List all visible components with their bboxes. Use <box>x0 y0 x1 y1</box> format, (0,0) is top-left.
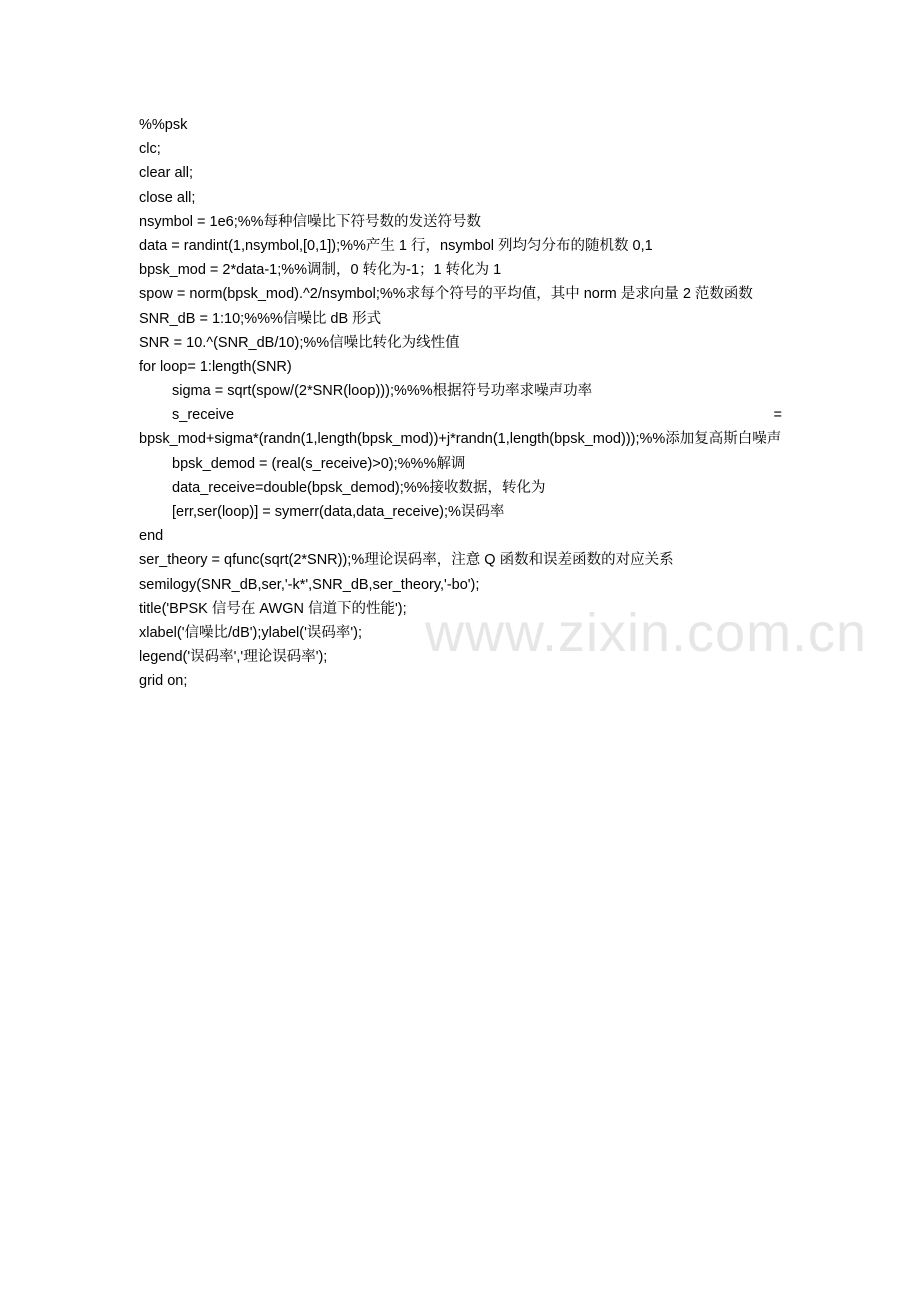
code-fragment: s_receive <box>172 407 235 424</box>
code-line: [err,ser(loop)] = symerr(data,data_receive);%误码率 <box>172 504 505 521</box>
code-line: title('BPSK 信号在 AWGN 信道下的性能'); <box>139 600 407 617</box>
code-line: SNR = 10.^(SNR_dB/10);%%信噪比转化为线性值 <box>139 334 460 351</box>
code-line: SNR_dB = 1:10;%%%信噪比 dB 形式 <box>139 310 382 327</box>
code-line: spow = norm(bpsk_mod).^2/nsymbol;%%求每个符号的平均值，其中 norm 是求向量 2 范数函数 <box>139 286 753 303</box>
code-line: for loop= 1:length(SNR) <box>139 358 292 375</box>
code-line: sigma = sqrt(spow/(2*SNR(loop)));%%%根据符号功率求噪声功率 <box>172 383 593 400</box>
watermark: www.zixin.com.cn <box>425 603 868 663</box>
code-line: data = randint(1,nsymbol,[0,1]);%%产生 1 行，nsymbol 列均匀分布的随机数 0,1 <box>139 237 653 254</box>
code-line: legend('误码率','理论误码率'); <box>139 649 328 666</box>
code-listing <box>139 113 782 694</box>
code-line: bpsk_mod+sigma*(randn(1,length(bpsk_mod))+j*randn(1,length(bpsk_mod)));%%添加复高斯白噪声 <box>139 431 782 448</box>
code-line: %%psk <box>139 117 188 133</box>
code-line: bpsk_demod = (real(s_receive)>0);%%%解调 <box>172 455 466 472</box>
code-line: xlabel('信噪比/dB');ylabel('误码率'); <box>139 624 362 641</box>
code-line: end <box>139 528 164 545</box>
code-line: ser_theory = qfunc(sqrt(2*SNR));%理论误码率，注意 Q 函数和误差函数的对应关系 <box>139 552 674 569</box>
code-line: close all; <box>139 189 196 206</box>
code-line: data_receive=double(bpsk_demod);%%接收数据，转化为 <box>172 479 546 496</box>
code-line-split <box>139 403 782 427</box>
code-line: bpsk_mod = 2*data-1;%%调制，0 转化为-1；1 转化为 1 <box>139 262 502 279</box>
code-line: grid on; <box>139 673 188 690</box>
code-line: clear all; <box>139 165 193 182</box>
code-fragment: = <box>773 407 782 424</box>
code-line: clc; <box>139 141 161 158</box>
code-line: semilogy(SNR_dB,ser,'-k*',SNR_dB,ser_theory,'-bo'); <box>139 576 480 593</box>
code-line: nsymbol = 1e6;%%每种信噪比下符号数的发送符号数 <box>139 213 482 230</box>
